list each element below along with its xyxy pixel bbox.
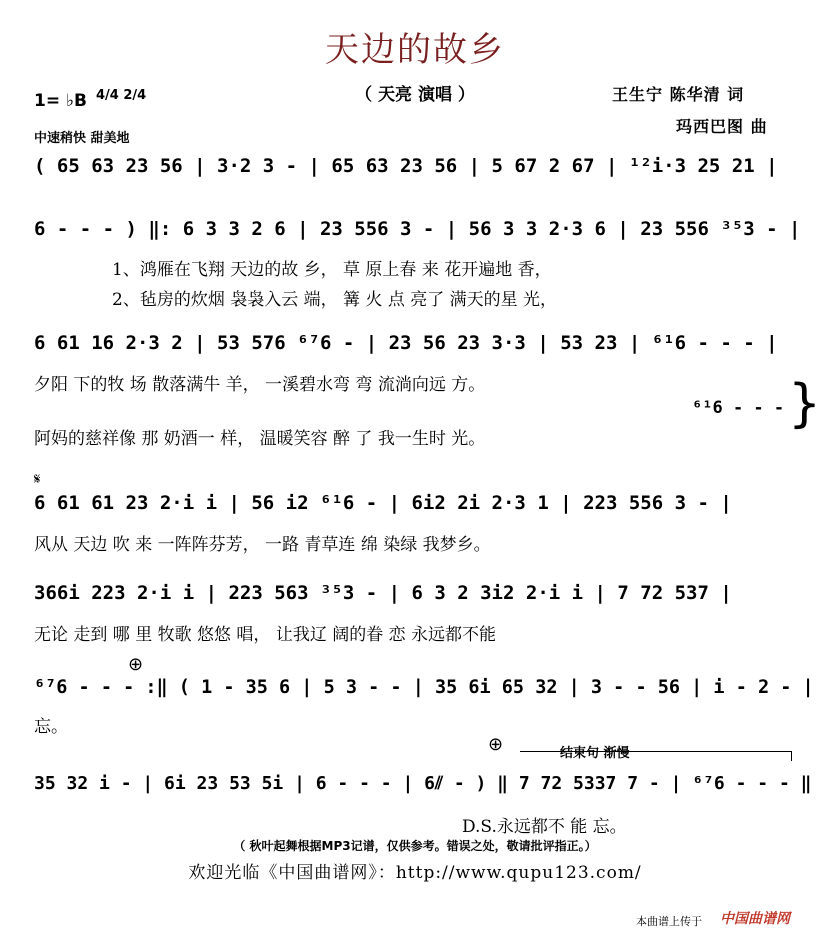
time-signatures	[96, 89, 146, 103]
lyricist-credit: 王生宁 陈华清 词	[612, 85, 745, 104]
verse-brace: }	[788, 374, 822, 434]
composer-credit: 玛西巴图 曲	[676, 117, 768, 136]
meter-a: 4/4	[96, 88, 119, 103]
coda-icon: ⊕	[128, 654, 144, 675]
transcription-note: （ 秋叶起舞根据MP3记谱，仅供参考。错误之处，敬请批评指正。）	[233, 839, 597, 853]
tempo-marking: 中速稍快 甜美地	[34, 131, 130, 146]
lyric-line-6: 无论 走到 哪 里 牧歌 悠悠 唱， 让我辽 阔的眷 恋 永远都不能	[34, 625, 497, 645]
ending-bracket	[520, 751, 792, 752]
lyric-line-4: 阿妈的慈祥像 那 奶酒一 样， 温暖笑容 醉 了 我一生时 光。	[34, 429, 486, 449]
ending-label: 结束句 渐慢	[560, 746, 630, 761]
key-signature: 1= ♭B	[34, 91, 87, 111]
page-title: 天边的故乡	[325, 30, 505, 70]
segno-icon: 𝄋	[34, 470, 41, 488]
lyric-line-3: 夕阳 下的牧 场 散落满牛 羊， 一溪碧水弯 弯 流淌向远 方。	[34, 375, 486, 395]
grace-note-alt: ⁶¹6 - - -	[692, 398, 785, 418]
site-welcome: 欢迎光临《中国曲谱网》：http://www.qupu123.com/	[188, 863, 642, 883]
lyric-verse-1: 1、鸿雁在飞翔 天边的故 乡， 草 原上春 来 花开遍地 香，	[112, 260, 552, 280]
meter-b: 2/4	[123, 88, 147, 103]
music-line-1: ( 65 63 23 56 | 3·2 3 - | 65 63 23 56 | 5 67 2 67 | ¹²i·3 25 21 |	[34, 155, 778, 177]
site-logo: 中国曲谱网	[720, 911, 790, 927]
ds-lyric: D.S.永远都不 能 忘。	[462, 817, 627, 837]
music-line-6: ⁶⁷6 - - - :‖ ( 1 - 35 6 | 5 3 - - | 35 6i 65 32 | 3 - - 56 | i - 2 - |	[34, 677, 814, 698]
music-line-3: 6 61 16 2·3 2 | 53 576 ⁶⁷6 - | 23 56 23 3·3 | 53 23 | ⁶¹6 - - - |	[34, 332, 778, 354]
music-line-4: 6 61 61 23 2·i i | 56 i2 ⁶¹6 - | 6i2 2i 2·3 1 | 223 556 3 - |	[34, 492, 732, 514]
coda-icon-ending: ⊕	[488, 734, 504, 755]
music-line-7: 35 32 i - | 6i 23 53 5i | 6 - - - | 6⫽ - ) ‖ 7 72 5337 7 - | ⁶⁷6 - - - ‖	[34, 773, 812, 794]
music-line-2: 6 - - - ) ‖: 6 3 3 2 6 | 23 556 3 - | 56 3 3 2·3 6 | 23 556 ³⁵3 - |	[34, 218, 801, 240]
lyric-verse-2: 2、毡房的炊烟 袅袅入云 端， 篝 火 点 亮了 满天的星 光，	[112, 290, 558, 310]
ending-bracket-tick	[791, 751, 792, 761]
upload-caption: 本曲谱上传于	[636, 915, 702, 928]
lyric-line-5: 风从 天边 吹 来 一阵阵芬芳， 一路 青草连 绵 染绿 我梦乡。	[34, 535, 491, 555]
music-line-5: 366i 223 2·i i | 223 563 ³⁵3 - | 6 3 2 3i2 2·i i | 7 72 537 |	[34, 582, 732, 604]
singer-credit: （ 天亮 演唱 ）	[355, 85, 475, 105]
lyric-line-7: 忘。	[34, 717, 68, 737]
